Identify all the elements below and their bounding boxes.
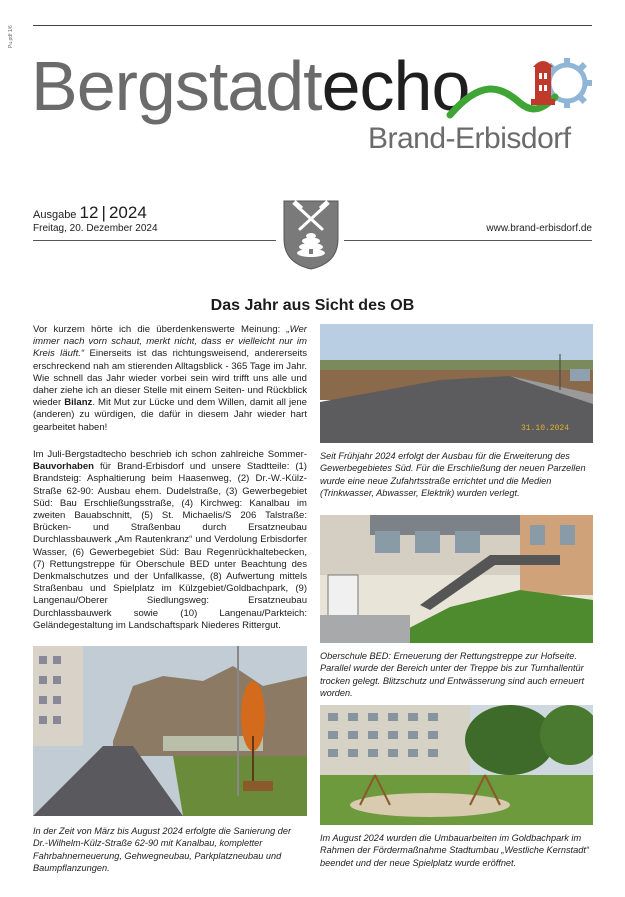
issue-label: Ausgabe <box>33 209 77 221</box>
issue-separator: | <box>101 203 106 222</box>
p1-text-c: . Mit Mut zur Lücke und dem Willen, damit all jene (anderen) zu würdigen, die dafür in diesem Jahr wieder hart gearbeitet haben! <box>33 397 307 433</box>
caption-photo-1: Seit Frühjahr 2024 erfolgt der Ausbau für die Erweiterung des Gewerbegebietes Süd. Für die Erschließung der neuen Parzellen wurde eine neue Zufahrtsstraße errichtet und die Medien (Trinkwasser, Abwasser, Elektrik) wurden verlegt. <box>320 451 586 499</box>
header-rule-left <box>33 240 276 241</box>
website-link[interactable]: www.brand-erbisdorf.de <box>486 223 592 234</box>
photo-goldbachpark-playground <box>320 705 593 825</box>
article-headline: Das Jahr aus Sicht des OB <box>210 297 415 314</box>
p1-quote: „Wer immer nach vorn schaut, merkt nicht, dass er vielleicht nur im Kreis läuft.“ <box>33 324 307 360</box>
masthead-title-part1: Bergstadt <box>31 47 322 125</box>
header-rule-right <box>344 240 592 241</box>
issue-line <box>33 203 147 223</box>
caption-photo-3: In der Zeit von März bis August 2024 erfolgte die Sanierung der Dr.-Wilhelm-Külz-Straße 62-90 mit Kanalbau, kompletter Fahrbahnerneuerung, Gehwegneubau, Parkplatzneubau und Baumpflanzungen. <box>33 826 292 874</box>
coat-of-arms-icon <box>282 199 340 271</box>
p1-text-b: Einerseits ist das richtungsweisend, andererseits erschreckend nah am stierenden Alltagsblick - 365 Tage im Jahr. Wie schnell das Jahr wieder vorbei sein wird trifft uns alle und daher ziehe ich an dieser Stelle mit einem Seiten- und Rückblick wieder <box>33 348 308 409</box>
p1-bold: Bilanz <box>64 397 93 409</box>
photo-school-stairs <box>320 515 593 643</box>
masthead-title-part2: echo <box>321 47 470 125</box>
article-paragraph-1 <box>33 324 307 434</box>
issue-date: Freitag, 20. Dezember 2024 <box>33 223 158 234</box>
top-rule <box>33 25 592 26</box>
p1-text-a: Vor kurzem hörte ich die überdenkenswerte Meinung: <box>33 324 287 335</box>
issue-number: 12 <box>79 203 99 222</box>
photo-kulz-strasse <box>33 646 307 816</box>
article-paragraph-2 <box>33 449 307 632</box>
masthead-subtitle: Brand-Erbisdorf <box>368 122 571 155</box>
photo-gewerbegebiet-road <box>320 324 593 443</box>
masthead-title <box>31 46 469 126</box>
photo1-date-stamp: 31.10.2024 <box>520 424 569 433</box>
caption-photo-4: Im August 2024 wurden die Umbauarbeiten im Goldbachpark im Rahmen der Fördermaßnahme Stadtumbau „Westliche Kernstadt“ beendet und der neue Spielplatz wurde eröffnet. <box>320 833 589 868</box>
p2-text-a: Im Juli-Bergstadtecho beschrieb ich schon zahlreiche Sommer- <box>33 449 307 460</box>
p2-bold: Bauvorhaben <box>33 461 95 473</box>
issue-year: 2024 <box>108 203 147 222</box>
caption-photo-2: Oberschule BED: Erneuerung der Rettungstreppe zur Hofseite. Parallel wurde der Bereich unter der Treppe bis zur Turnhallentür trocken gelegt. Blitzschutz und Entwässerung sind auch erneuert worden. <box>320 651 585 699</box>
side-note: Pu.pdf 1/6 <box>8 25 14 48</box>
p2-text-b: für Brand-Erbisdorf und unsere Stadtteile: (1) Brandsteig: Asphaltierung beim Haasenweg, (2) Dr.-W.-Külz-Straße 62-90: Ausbau ehem. Dudelstraße, (3) Gewerbegebiet Süd: Bau Erschließungsstraße, (4) Kirchweg: Kanalbau im zweiten Bauabschnitt, (5) St. Michaelis/S 206 Talstraße: Brücken- und Straßenbau durch Ersatzneubau Durchlassbauwerk „Am Rautenkranz“ und Verdolung Erbisdorfer Wasser, (6) Gewerbegebiet Süd: Bau Regenrückhaltebecken, (7) Rettungstreppe für Oberschule BED unter Beachtung des Denkmalschutzes und der Unfallkasse, (8) Aufwertung mittels Straßenbau und Spielplatz im Külzgebiet/Goldbachpark, (9) Langenau/Oberer Siedlungsweg: Ersatzneubau Durchlassbauwerk sowie (10) Langenau/Parkteich: Geländegestaltung im Landschaftspark Niederes Rittergut. <box>33 461 307 631</box>
